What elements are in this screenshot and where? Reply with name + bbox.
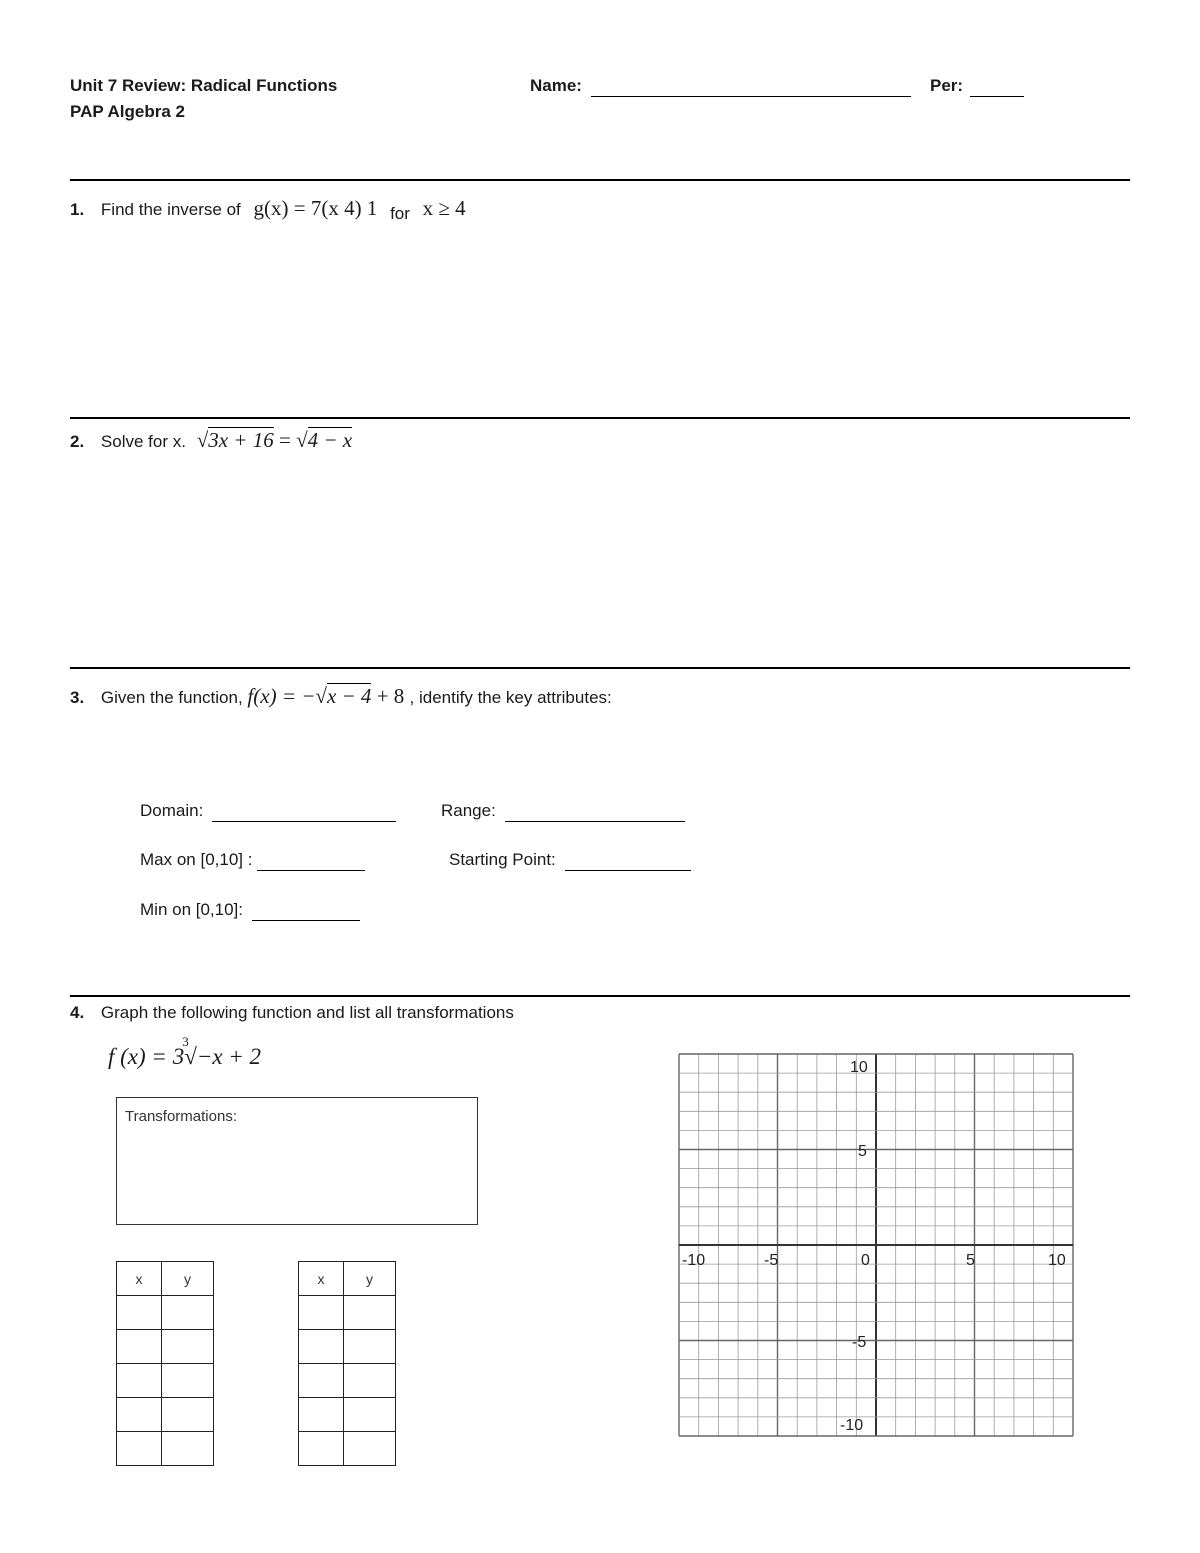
y-cell[interactable]: [162, 1364, 214, 1398]
y-header: y: [162, 1262, 214, 1296]
divider-3: [70, 667, 1130, 669]
x-cell[interactable]: [117, 1398, 162, 1432]
y-header: y: [344, 1262, 396, 1296]
function-expression: [247, 683, 409, 708]
period-field[interactable]: [930, 76, 1024, 97]
for-word: for: [390, 204, 410, 223]
expr-tail: + 8: [371, 684, 405, 708]
x-cell[interactable]: [117, 1330, 162, 1364]
table-row: [299, 1398, 396, 1432]
function-expression: [108, 1034, 262, 1070]
table-row: [299, 1432, 396, 1466]
y-cell[interactable]: [344, 1330, 396, 1364]
period-blank[interactable]: [970, 76, 1024, 97]
y-cell[interactable]: [344, 1364, 396, 1398]
x-cell[interactable]: [117, 1364, 162, 1398]
x-label-neg5: -5: [764, 1252, 779, 1269]
radical-sign: √: [184, 1044, 197, 1069]
min-field[interactable]: [140, 900, 360, 921]
x-cell[interactable]: [299, 1364, 344, 1398]
expr-lhs: f (x) = 3: [108, 1044, 185, 1069]
y-cell[interactable]: [162, 1398, 214, 1432]
y-label-10: 10: [850, 1059, 868, 1076]
table-row: [117, 1296, 214, 1330]
table-row: [117, 1364, 214, 1398]
period-label: Per:: [930, 76, 964, 95]
domain-label: Domain:: [140, 801, 204, 820]
transformations-box[interactable]: [116, 1097, 478, 1225]
table-row: [117, 1432, 214, 1466]
y-label-neg5: -5: [852, 1334, 867, 1351]
y-label-neg10: -10: [840, 1417, 864, 1434]
equation: [197, 428, 352, 452]
name-blank[interactable]: [591, 76, 911, 97]
divider-1: [70, 179, 1130, 181]
question-number: 4.: [70, 1003, 85, 1022]
x-cell[interactable]: [117, 1432, 162, 1466]
x-label-neg10: -10: [682, 1252, 706, 1269]
expr-lhs: f(x) = −: [247, 684, 316, 708]
range-label: Range:: [441, 801, 496, 820]
question-text: Graph the following function and list all transformations: [100, 1003, 514, 1022]
table-header-row: [299, 1262, 396, 1296]
starting-point-field[interactable]: [449, 850, 691, 871]
expr-radicand: x − 4: [326, 684, 372, 708]
x-label-10: 10: [1048, 1252, 1066, 1269]
range-blank[interactable]: [505, 801, 685, 822]
equals-sign: =: [278, 428, 291, 452]
question-4: [70, 1003, 514, 1023]
min-label: Min on [0,10]:: [140, 900, 244, 919]
divider-2: [70, 417, 1130, 419]
domain-blank[interactable]: [212, 801, 396, 822]
y-cell[interactable]: [344, 1432, 396, 1466]
question-text: Solve for x.: [100, 432, 186, 451]
axis-labels: [682, 1059, 1066, 1434]
worksheet-title: Unit 7 Review: Radical Functions: [70, 76, 338, 95]
function-expression: g(x) = 7(x 4) 1: [253, 196, 378, 220]
x-label-5: 5: [966, 1252, 975, 1269]
y-label-5: 5: [858, 1143, 867, 1160]
expr-radicand: −x + 2: [196, 1044, 262, 1069]
y-cell[interactable]: [344, 1398, 396, 1432]
table-row: [117, 1330, 214, 1364]
table-row: [299, 1296, 396, 1330]
question-number: 1.: [70, 200, 85, 219]
x-header: x: [117, 1262, 162, 1296]
max-field[interactable]: [140, 850, 365, 871]
y-cell[interactable]: [162, 1432, 214, 1466]
grid-lines: [679, 1054, 1073, 1436]
name-label: Name:: [530, 76, 582, 95]
lhs-radicand: 3x + 16: [208, 428, 274, 452]
y-cell[interactable]: [162, 1330, 214, 1364]
transformations-label: Transformations:: [125, 1108, 237, 1125]
min-blank[interactable]: [252, 900, 360, 921]
question-3: [70, 684, 612, 709]
xy-table-2: [298, 1261, 396, 1466]
question-number: 2.: [70, 432, 85, 451]
y-cell[interactable]: [344, 1296, 396, 1330]
x-cell[interactable]: [299, 1398, 344, 1432]
domain-condition: x ≥ 4: [422, 196, 466, 220]
question-text: Find the inverse of: [100, 200, 241, 219]
radical-sign: √: [296, 428, 308, 452]
radical-sign: √: [196, 428, 209, 452]
rhs-radicand: 4 − x: [307, 428, 353, 452]
table-row: [299, 1364, 396, 1398]
table-header-row: [117, 1262, 214, 1296]
cube-root: [182, 1034, 197, 1069]
question-1: [70, 196, 466, 221]
x-header: x: [299, 1262, 344, 1296]
question-number: 3.: [70, 688, 85, 707]
divider-4: [70, 995, 1130, 997]
y-cell[interactable]: [162, 1296, 214, 1330]
range-field[interactable]: [441, 801, 685, 822]
starting-point-label: Starting Point:: [449, 850, 556, 869]
max-blank[interactable]: [257, 850, 365, 871]
x-cell[interactable]: [117, 1296, 162, 1330]
max-label: Max on [0,10] :: [140, 850, 253, 869]
x-cell[interactable]: [299, 1296, 344, 1330]
course-name: PAP Algebra 2: [70, 102, 185, 121]
question-2: [70, 428, 352, 453]
table-row: [299, 1330, 396, 1364]
name-field[interactable]: [530, 76, 911, 97]
x-cell[interactable]: [299, 1330, 344, 1364]
radical-sign: √: [315, 684, 327, 708]
starting-point-blank[interactable]: [565, 850, 691, 871]
question-text: Given the function,: [100, 688, 243, 707]
x-label-0: 0: [861, 1252, 870, 1269]
domain-field[interactable]: [140, 801, 396, 822]
x-cell[interactable]: [299, 1432, 344, 1466]
coordinate-grid[interactable]: [678, 1052, 1074, 1440]
root-index: 3: [182, 1034, 189, 1049]
question-text-after: , identify the key attributes:: [409, 688, 612, 707]
table-row: [117, 1398, 214, 1432]
xy-table-1: [116, 1261, 214, 1466]
